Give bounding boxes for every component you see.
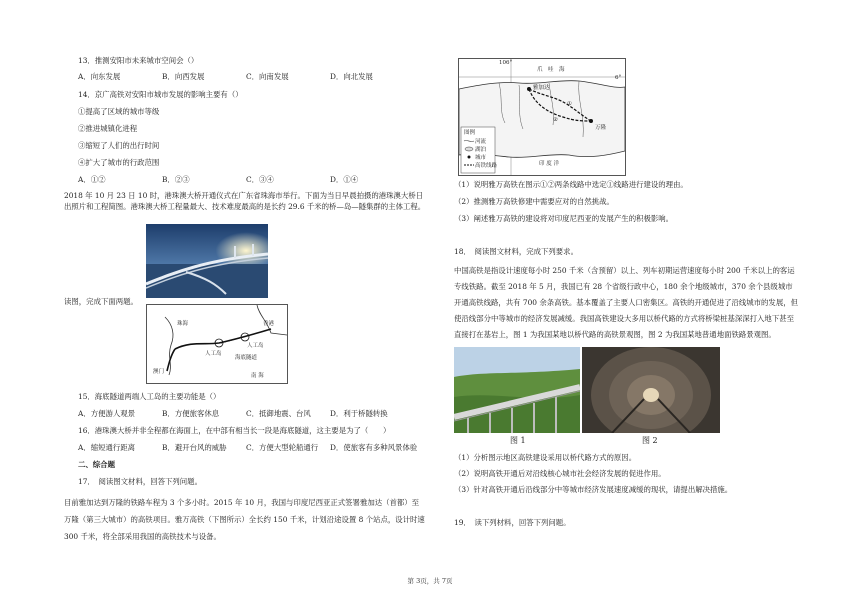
read-figure-prompt: 读图，完成下面两题。: [64, 297, 138, 306]
q16-option-d: D．使旅客有多种风景体验: [330, 443, 418, 452]
q16-option-a: A．缩短通行距离: [78, 443, 136, 452]
q13-option-d: D．向北发展: [330, 72, 373, 81]
q18-stem: 18． 阅读图文材料，完成下列要求。: [454, 247, 578, 256]
q15-option-b: B．方便旅客休息: [162, 409, 220, 418]
bridge-engineering-map: [146, 304, 288, 384]
map-indian-ocean-label: 印 度 洋: [539, 161, 559, 167]
map-label-hongkong: 香港: [263, 321, 275, 327]
figure-1-viaduct-photo: [454, 347, 580, 433]
q17-sub-2: （2）推测雅万高铁修建中需要应对的自然挑战。: [454, 197, 614, 206]
map-route-2-label: ②: [553, 117, 558, 123]
q14-option-c: C．③④: [246, 175, 274, 184]
q18-material: 中国高铁是指设计速度每小时 250 千米（含预留）以上、列车初期运营速度每小时 200 千米以上的客运专线铁路。截至 2018 年 5 月，我国已有 28 个省级行政中心，180 余个地级城市，370 余个县级城市开通高铁线路，共有 700 余条高铁。基本覆盖了主要人口密集区。高铁的开通促进了沿线城市的发展，但使沿线部分中等城市的经济发展减缓。我国高铁建设大多用以桥代路的方式将桥梁桩基深深打入地下甚至直接打在基岩上，图 1 为我国某地以桥代路的高铁景观图，图 2 为我国某地普通地面铁路景观图。: [454, 266, 798, 339]
legend-lake: 湖泊: [475, 147, 487, 153]
q16-option-b: B．避开台风的威胁: [162, 443, 227, 452]
map-longitude-label: 106°: [499, 60, 513, 66]
map-java-sea-label: 爪 哇 海: [537, 67, 565, 73]
q15-stem: 15．海底隧道两端人工岛的主要功能是（）: [78, 392, 221, 401]
map-label-macau: 澳门: [153, 369, 165, 375]
q14-stem: 14．京广高铁对安阳市城市发展的影响主要有（）: [78, 90, 243, 99]
map-jakarta-label: 雅加达: [533, 85, 550, 91]
map-latitude-label: 6°: [615, 75, 622, 81]
q14-item-3: ③缩短了人们的出行时间: [78, 141, 160, 150]
q14-option-a: A．①②: [78, 175, 106, 184]
q17-stem: 17． 阅读图文材料，回答下列问题。: [78, 477, 202, 486]
map-route-1-label: ①: [567, 101, 572, 107]
q14-item-2: ②推进城镇化进程: [78, 124, 138, 133]
q13-option-c: C．向南发展: [246, 72, 289, 81]
q17-material: 目前雅加达到万隆的铁路车程为 3 个多小时。2015 年 10 月，我国与印度尼西亚正式签署雅加达（首都）至万隆（第三大城市）的高铁项目。雅万高铁（下图所示）全长约 150 千米，计划沿途设置 8 个站点，设计时速 300 千米，将全部采用我国的高铁技术与设备。: [64, 498, 425, 541]
map-label-island-1: 人工岛: [205, 351, 222, 357]
q15-option-c: C．抵御地震、台风: [246, 409, 311, 418]
q14-option-b: B．②③: [162, 175, 190, 184]
q19-stem: 19． 读下列材料，回答下列问题。: [454, 518, 571, 527]
q14-item-1: ①提高了区域的城市等级: [78, 107, 160, 116]
figure-2-caption: 图 2: [642, 436, 658, 445]
map-label-zhuhai: 珠海: [177, 321, 189, 327]
legend-icons: [463, 137, 475, 169]
legend-river: 河流: [475, 139, 487, 145]
map-label-island-2: 人工岛: [247, 343, 264, 349]
map-bandung-label: 万隆: [595, 125, 607, 131]
q16-stem: 16．港珠澳大桥并非全程都在海面上，在中部有相当长一段是海底隧道，这主要是为了（ ）: [78, 426, 391, 435]
legend-railway: 高铁线路: [475, 163, 498, 169]
legend-title: 图例: [464, 130, 476, 136]
q14-item-4: ④扩大了城市的行政范围: [78, 158, 160, 167]
q13-option-a: A．向东发展: [78, 72, 121, 81]
q17-sub-3: （3）阐述雅万高铁的建设将对印度尼西亚的发展产生的积极影响。: [454, 214, 674, 223]
figure-2-tunnel-photo: [582, 347, 720, 433]
q15-option-d: D．利于桥隧转换: [330, 409, 388, 418]
bridge-intro: 2018 年 10 月 23 日 10 时，港珠澳大桥开通仪式在广东省珠海市举行。下面为当日早晨拍摄的港珠澳大桥日出照片和工程简图。港珠澳大桥工程量最大、技术难度最高的是长约 29.6 千米的桥—岛—隧集群的主体工程。: [64, 191, 426, 211]
map-label-tunnel: 海底隧道: [235, 355, 258, 361]
q13-option-b: B．向西发展: [162, 72, 205, 81]
q14-option-d: D．①④: [330, 175, 359, 184]
map-label-south-sea: 南 海: [251, 373, 264, 379]
section-heading: 二、综合题: [78, 460, 115, 469]
q16-option-c: C．方便大型轮船通行: [246, 443, 319, 452]
q18-sub-1: （1）分析图示地区高铁建设采用以桥代路方式的原因。: [454, 453, 637, 462]
q17-sub-1: （1）说明雅万高铁在图示①②两条线路中选定①线路进行建设的理由。: [454, 180, 688, 189]
legend-city: 城市: [475, 155, 487, 161]
q18-sub-2: （2）说明高铁开通后对沿线核心城市社会经济发展的促进作用。: [454, 469, 666, 478]
jakarta-bandung-map: [458, 58, 626, 176]
q13-stem: 13．推测安阳市未来城市空间会（）: [78, 56, 199, 65]
bridge-sunrise-photo: [146, 224, 268, 298]
page-footer: 第 3页，共 7页: [407, 577, 453, 585]
figure-1-caption: 图 1: [510, 436, 526, 445]
q18-sub-3: （3）针对高铁开通后沿线部分中等城市经济发展速度减缓的现状，请提出解决措施。: [454, 485, 733, 494]
q15-option-a: A．方便游人观景: [78, 409, 136, 418]
